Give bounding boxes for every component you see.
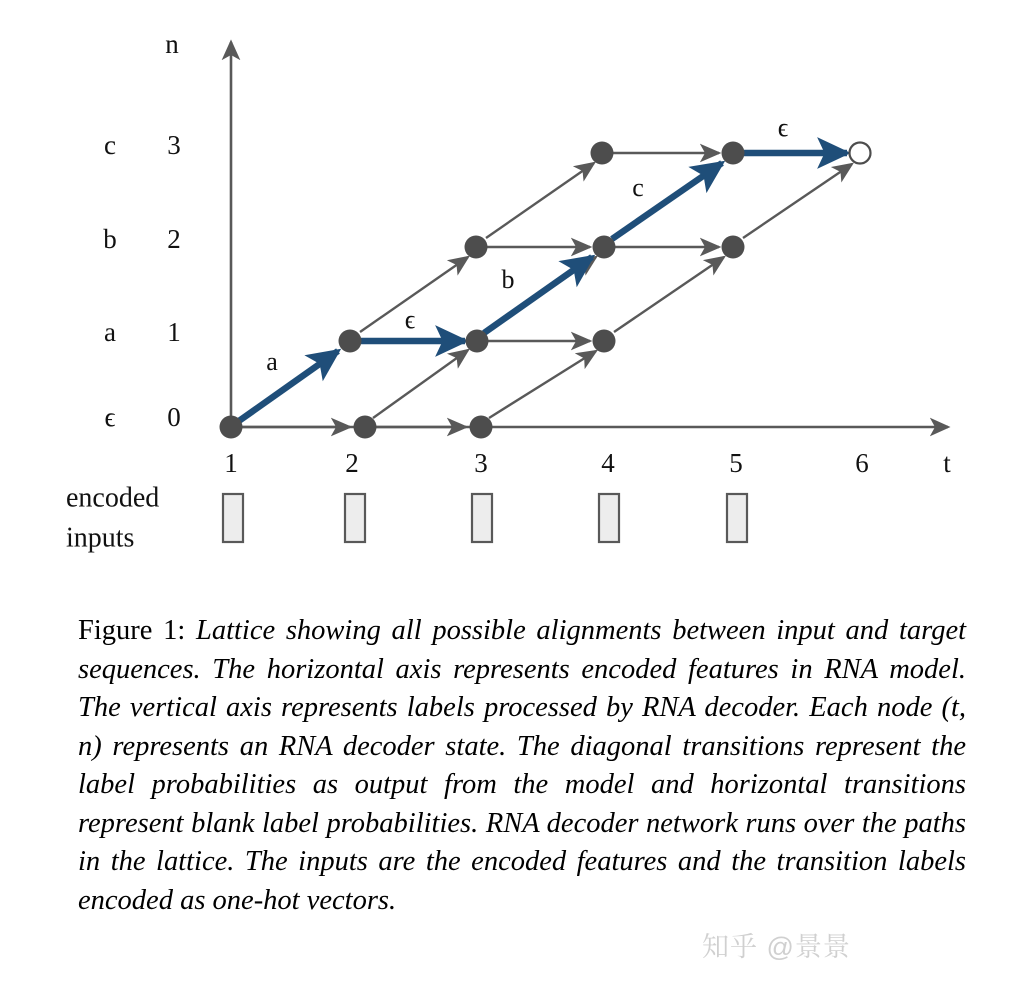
lattice-node[interactable]: [593, 236, 616, 259]
encoded-inputs-label-line1: encoded: [66, 482, 160, 514]
encoded-inputs-label-line2: inputs: [66, 522, 135, 554]
y-tick-symbol-3: c: [104, 130, 116, 161]
path-label-epsilon-1: ϵ: [404, 304, 416, 334]
y-tick-symbol-0: ϵ: [104, 402, 116, 433]
y-tick-symbol-2: b: [103, 224, 117, 255]
path-label-b: b: [501, 264, 515, 294]
lattice-node-terminal[interactable]: [850, 143, 871, 164]
path-label-a: a: [266, 346, 278, 376]
lattice-node[interactable]: [465, 236, 488, 259]
y-tick-label-0: 0: [167, 402, 181, 433]
encoded-input-box[interactable]: [599, 494, 619, 542]
y-tick-label-1: 1: [167, 317, 181, 348]
lattice-node[interactable]: [722, 236, 745, 259]
lattice-node[interactable]: [339, 330, 362, 353]
watermark: 知乎 @景景: [702, 932, 851, 962]
caption-math-comma: ,: [958, 692, 966, 723]
caption-math-n: n: [78, 730, 93, 762]
path-edge-b: [484, 257, 592, 333]
lattice-node[interactable]: [220, 416, 243, 439]
edge-diagonal: [743, 164, 852, 238]
lattice-node[interactable]: [593, 330, 616, 353]
lattice-node[interactable]: [466, 330, 489, 353]
x-axis-name: t: [943, 448, 951, 479]
x-tick-label-2: 2: [345, 448, 359, 479]
lattice-node[interactable]: [591, 142, 614, 165]
y-tick-symbol-1: a: [104, 317, 116, 348]
figure-number: Figure 1:: [78, 615, 186, 646]
x-tick-label-3: 3: [474, 448, 488, 479]
x-tick-label-1: 1: [224, 448, 238, 479]
lattice-node[interactable]: [722, 142, 745, 165]
encoded-input-boxes: [223, 494, 747, 542]
encoded-input-box[interactable]: [472, 494, 492, 542]
figure-caption: [78, 612, 966, 920]
x-tick-label-4: 4: [601, 448, 615, 479]
edge-diagonal: [614, 257, 724, 332]
lattice-node[interactable]: [470, 416, 493, 439]
caption-part-1: Lattice showing all possible alignments between input and target sequences. The horizontal axis represents encoded features in RNA model. The vertical axis represents labels processed by RNA decoder. Each node (: [78, 615, 967, 723]
edge-diagonal: [489, 351, 596, 418]
highlight-path: [236, 153, 847, 423]
gray-diagonal-edges: [360, 163, 852, 418]
x-tick-label-6: 6: [855, 448, 869, 479]
encoded-input-box[interactable]: [345, 494, 365, 542]
caption-math-t: t: [950, 692, 959, 723]
axes: [231, 42, 948, 427]
path-label-c: c: [632, 172, 644, 202]
x-tick-label-5: 5: [729, 448, 743, 479]
y-tick-label-3: 3: [167, 130, 181, 161]
y-axis-name: n: [165, 29, 179, 60]
y-tick-label-2: 2: [167, 224, 181, 255]
encoded-input-box[interactable]: [727, 494, 747, 542]
path-edge-c: [612, 163, 722, 239]
path-label-epsilon-2: ϵ: [777, 112, 789, 142]
gray-horizontal-edges: [242, 153, 719, 427]
encoded-input-box[interactable]: [223, 494, 243, 542]
path-edge-a: [236, 351, 338, 423]
lattice-node[interactable]: [354, 416, 377, 439]
caption-text: [78, 615, 966, 916]
edge-diagonal: [373, 350, 468, 418]
caption-part-2: ) represents an RNA decoder state. The diagonal transitions represent the label probabilities as output from the model and horizontal transitions represent blank label probabilities. RNA decoder network runs over the paths in the lattice. The inputs are the encoded features and the transition labels encoded as one-hot vectors.: [78, 730, 966, 916]
edge-diagonal: [486, 163, 594, 238]
